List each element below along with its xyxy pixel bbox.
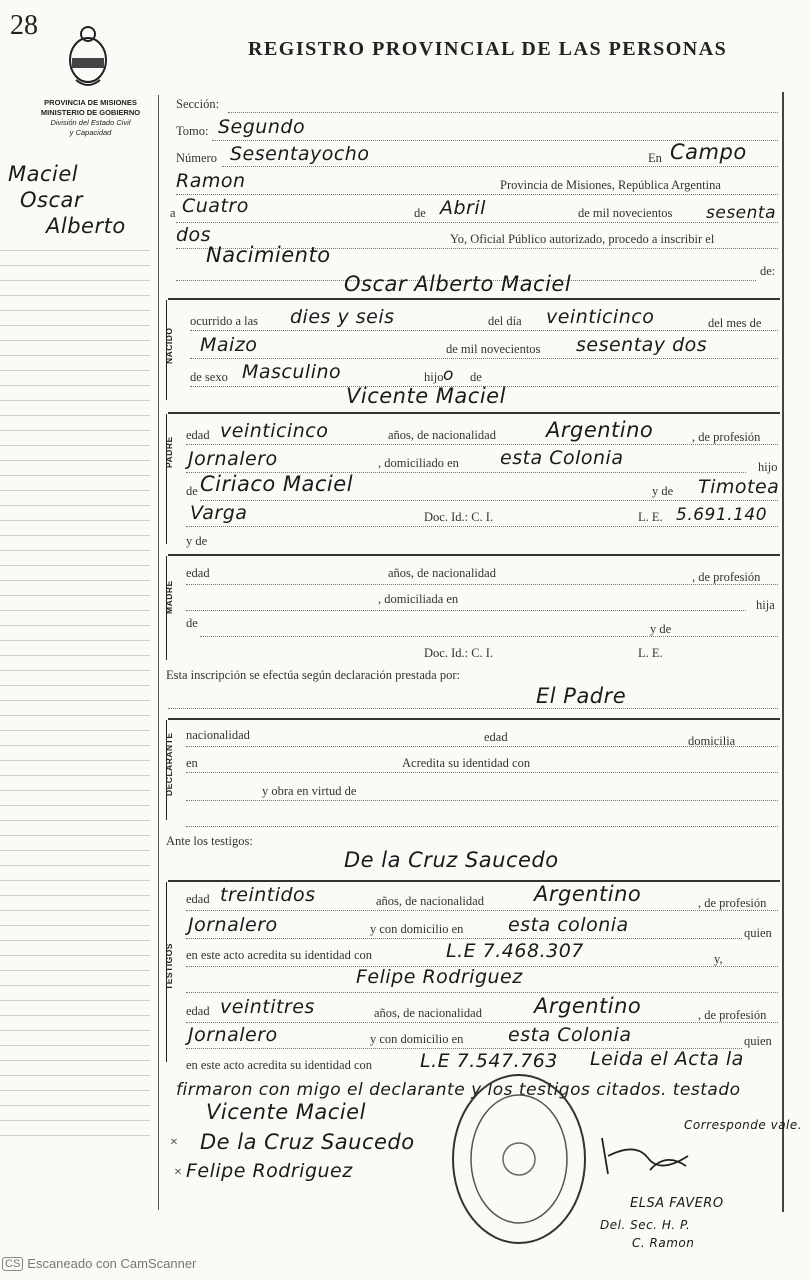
signature-witness1: De la Cruz Saucedo	[200, 1130, 415, 1154]
label-acredita3: en este acto acredita su identidad con	[186, 1058, 373, 1072]
official-signature-icon	[596, 1130, 696, 1182]
scanner-watermark	[2, 1256, 196, 1271]
value-t2-doc: L.E 7.547.763	[420, 1050, 558, 1072]
label-anos-nac4: años, de nacionalidad	[374, 1006, 482, 1020]
label-de4: de	[186, 484, 198, 498]
label-acredita: Acredita su identidad con	[402, 756, 531, 770]
official-place: C. Ramon	[632, 1236, 695, 1250]
section-madre: MADRE	[164, 580, 174, 614]
label-acredita2: en este acto acredita su identidad con	[186, 948, 373, 962]
label-hijo2: hijo	[758, 460, 778, 474]
margin-note-middle: Alberto	[46, 214, 126, 238]
issuer-capacity: y Capacidad	[69, 128, 112, 137]
signature-father: Vicente Maciel	[206, 1100, 366, 1124]
value-declarante: El Padre	[536, 684, 627, 708]
label-de: de	[414, 206, 426, 220]
label-doc-id: Doc. Id.: C. I.	[424, 510, 494, 524]
label-de5: de	[186, 616, 198, 630]
value-t1-dom: esta colonia	[508, 914, 629, 936]
section-declarante: DECLARANTE	[164, 732, 174, 796]
mark-x2: ×	[174, 1165, 182, 1180]
label-oficial: Yo, Oficial Público autorizado, procedo a inscribir el	[450, 232, 715, 246]
value-sexo: Masculino	[242, 361, 342, 383]
value-en: Campo	[670, 140, 747, 164]
label-en: En	[648, 151, 662, 165]
value-t1-edad: treintidos	[220, 884, 316, 906]
value-hora: dies y seis	[290, 306, 395, 328]
label-mil-novecientos2: de mil novecientos	[446, 342, 541, 356]
value-abuela1: Timotea	[698, 476, 780, 498]
value-t1-nac: Argentino	[534, 882, 642, 906]
section-padre: PADRE	[164, 436, 174, 468]
label-numero: Número	[176, 151, 217, 165]
label-domiciliada: , domiciliada en	[378, 592, 459, 606]
value-leida: Leida el Acta la	[590, 1048, 744, 1070]
value-padre: Vicente Maciel	[346, 384, 506, 408]
value-acto: Nacimiento	[206, 243, 331, 267]
value-numero: Sesentayocho	[230, 143, 370, 165]
value-dia: Cuatro	[182, 195, 249, 217]
label-seccion: Sección:	[176, 97, 220, 111]
label-y-de: y de	[652, 484, 674, 498]
value-t1-prof: Jornalero	[188, 914, 278, 936]
value-lugar: Ramon	[176, 170, 246, 192]
label-hijo: hijo	[424, 370, 444, 384]
label-y-de3: y de	[650, 622, 672, 636]
label-tomo: Tomo:	[176, 124, 209, 138]
label-del-mes: del mes de	[708, 316, 762, 330]
page-number: 28	[10, 10, 38, 41]
official-stamp-icon	[448, 1070, 590, 1248]
value-anio-nac: sesentay dos	[576, 334, 708, 356]
label-profesion3: , de profesión	[698, 896, 767, 910]
issuer-division: División del Estado Civil	[50, 118, 131, 127]
label-doc-id2: Doc. Id.: C. I.	[424, 646, 494, 660]
label-hija: hija	[756, 598, 775, 612]
coat-of-arms-icon	[66, 24, 110, 88]
value-padre-dom: esta Colonia	[500, 447, 624, 469]
margin-divider	[158, 95, 159, 1210]
value-anio1: sesenta	[706, 203, 776, 223]
value-anio2: dos	[176, 224, 212, 246]
signature-witness2: Felipe Rodriguez	[186, 1160, 353, 1182]
value-abuelo: Ciriaco Maciel	[200, 472, 354, 496]
label-quien2: quien	[744, 1034, 772, 1048]
document-title: REGISTRO PROVINCIAL DE LAS PERSONAS	[248, 38, 728, 60]
section-nacido: NACIDO	[164, 327, 174, 364]
value-nombre: Oscar Alberto Maciel	[344, 272, 572, 296]
margin-note-first: Oscar	[20, 188, 84, 212]
right-border	[782, 92, 784, 1212]
label-y: y,	[714, 952, 723, 966]
value-dia-nac: veinticinco	[546, 306, 655, 328]
label-nacionalidad: nacionalidad	[186, 728, 250, 742]
value-testigo1: De la Cruz Saucedo	[344, 848, 559, 872]
label-le: L. E.	[638, 510, 663, 524]
label-le2: L. E.	[638, 646, 663, 660]
label-edad2: edad	[186, 566, 210, 580]
value-testigo2: Felipe Rodriguez	[356, 966, 523, 988]
label-en2: en	[186, 756, 198, 770]
value-t2-edad: veintitres	[220, 996, 315, 1018]
value-t2-prof: Jornalero	[188, 1024, 278, 1046]
value-t2-dom: esta Colonia	[508, 1024, 632, 1046]
value-firmaron: firmaron con migo el declarante y los testigos citados. testado	[176, 1080, 741, 1100]
issuer-block	[18, 98, 163, 138]
mark-x1: ×	[170, 1135, 178, 1150]
value-padre-edad: veinticinco	[220, 420, 329, 442]
label-anos-nac2: años, de nacionalidad	[388, 566, 496, 580]
value-mes: Abril	[440, 197, 486, 219]
value-abuela2: Varga	[190, 502, 248, 524]
label-obra: y obra en virtud de	[262, 784, 357, 798]
label-y-de2: y de	[186, 534, 208, 548]
label-con-domicilio: y con domicilio en	[370, 922, 464, 936]
label-mil-novecientos: de mil novecientos	[578, 206, 673, 220]
label-del-dia: del día	[488, 314, 522, 328]
label-sexo: de sexo	[190, 370, 228, 384]
value-t1-doc: L.E 7.468.307	[446, 940, 584, 962]
margin-note-surname: Maciel	[8, 162, 79, 186]
label-domiciliado: , domiciliado en	[378, 456, 459, 470]
label-de3: de	[470, 370, 482, 384]
label-con-domicilio2: y con domicilio en	[370, 1032, 464, 1046]
label-anos-nac3: años, de nacionalidad	[376, 894, 484, 908]
label-edad4: edad	[186, 892, 210, 906]
value-padre-prof: Jornalero	[188, 448, 278, 470]
issuer-province: PROVINCIA DE MISIONES	[44, 98, 137, 107]
official-title: Del. Sec. H. P.	[600, 1218, 691, 1232]
label-a: a	[170, 206, 176, 220]
label-edad3: edad	[484, 730, 508, 744]
value-padre-nac: Argentino	[546, 418, 654, 442]
label-profesion: , de profesión	[692, 430, 761, 444]
section-testigos: TESTIGOS	[164, 943, 174, 990]
value-tomo: Segundo	[218, 116, 306, 138]
value-t2-nac: Argentino	[534, 994, 642, 1018]
label-provincia: Provincia de Misiones, República Argentina	[500, 178, 721, 192]
label-testigos: Ante los testigos:	[166, 834, 253, 848]
margin-ruled-lines	[0, 250, 150, 1150]
label-anos-nac: años, de nacionalidad	[388, 428, 496, 442]
label-quien: quien	[744, 926, 772, 940]
label-profesion2: , de profesión	[692, 570, 761, 584]
scanner-text: Escaneado con CamScanner	[27, 1256, 197, 1271]
label-edad: edad	[186, 428, 210, 442]
label-inscripcion: Esta inscripción se efectúa según declaración prestada por:	[166, 668, 460, 682]
label-domicilia: domicilia	[688, 734, 736, 748]
official-name: ELSA FAVERO	[630, 1196, 724, 1211]
label-edad5: edad	[186, 1004, 210, 1018]
value-testado: Corresponde vale.	[684, 1118, 803, 1132]
label-profesion4: , de profesión	[698, 1008, 767, 1022]
label-de2: de:	[760, 264, 776, 278]
camscanner-logo: CS	[2, 1257, 23, 1271]
value-mes-nac: Maizo	[200, 334, 258, 356]
value-padre-le: 5.691.140	[676, 505, 768, 525]
value-hijo-suffix: o	[443, 365, 454, 385]
label-ocurrido: ocurrido a las	[190, 314, 259, 328]
issuer-ministry: MINISTERIO DE GOBIERNO	[40, 108, 141, 117]
